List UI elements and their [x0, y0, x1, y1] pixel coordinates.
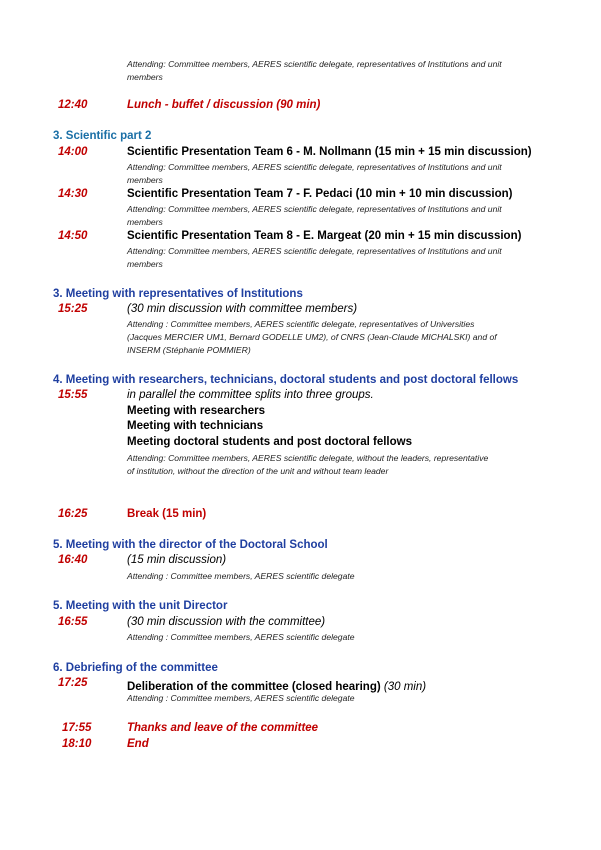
thanks-time: 17:55	[62, 722, 92, 734]
break-time: 16:25	[58, 508, 88, 520]
debrief-title: Deliberation of the committee (closed hearing)	[127, 681, 384, 693]
debrief-title-duration: (30 min)	[383, 681, 427, 693]
end-time: 18:10	[62, 738, 92, 750]
section-debrief-heading: 6. Debriefing of the committee	[53, 662, 218, 674]
researchers-time: 15:55	[58, 389, 88, 401]
team7-title: Scientific Presentation Team 7 - F. Pedaci (10 min + 10 min discussion)	[127, 188, 513, 200]
team7-time: 14:30	[58, 188, 88, 200]
doctoral-desc: (15 min discussion)	[127, 554, 227, 566]
doctoral-attending: Attending : Committee members, AERES scientific delegate	[127, 571, 355, 581]
section-doctoral-heading: 5. Meeting with the director of the Doctoral School	[53, 539, 328, 551]
doctoral-time: 16:40	[58, 554, 88, 566]
thanks-label: Thanks and leave of the committee	[127, 722, 319, 734]
group-doctoral-students: Meeting doctoral students and post doctoral fellows	[127, 436, 412, 448]
break-label: Break (15 min)	[127, 508, 207, 520]
institutions-desc: (30 min discussion with committee members)	[127, 303, 358, 315]
debrief-time: 17:25	[58, 677, 88, 689]
team8-title: Scientific Presentation Team 8 - E. Margeat (20 min + 15 min discussion)	[127, 230, 522, 242]
team6-attending: Attending: Committee members, AERES scientific delegate, representatives of Institutions and unit members	[127, 162, 502, 185]
institutions-time: 15:25	[58, 303, 88, 315]
end-label: End	[127, 738, 149, 750]
top-attending: Attending: Committee members, AERES scientific delegate, representatives of Institutions and unit members	[127, 59, 502, 82]
lunch-time: 12:40	[58, 99, 88, 111]
researchers-intro: in parallel the committee splits into three groups.	[127, 389, 374, 401]
group-researchers: Meeting with researchers	[127, 405, 266, 417]
team8-attending: Attending: Committee members, AERES scientific delegate, representatives of Institutions and unit members	[127, 246, 502, 269]
group-technicians: Meeting with technicians	[127, 420, 264, 432]
director-desc: (30 min discussion with the committee)	[127, 616, 326, 628]
team7-attending: Attending: Committee members, AERES scientific delegate, representatives of Institutions and unit members	[127, 204, 502, 227]
debrief-attending: Attending : Committee members, AERES scientific delegate	[127, 693, 355, 703]
team6-time: 14:00	[58, 146, 88, 158]
team8-time: 14:50	[58, 230, 88, 242]
director-attending: Attending : Committee members, AERES scientific delegate	[127, 632, 355, 642]
section-director-heading: 5. Meeting with the unit Director	[53, 600, 228, 612]
director-time: 16:55	[58, 616, 88, 628]
section-scientific-2-heading: 3. Scientific part 2	[53, 130, 152, 142]
section-institutions-heading: 3. Meeting with representatives of Institutions	[53, 288, 303, 300]
team6-title: Scientific Presentation Team 6 - M. Nollmann (15 min + 15 min discussion)	[127, 146, 532, 158]
researchers-attending: Attending: Committee members, AERES scientific delegate, without the leaders, representative of institution, without the direction of the unit and without team leader	[127, 453, 489, 476]
section-researchers-heading: 4. Meeting with researchers, technicians, doctoral students and post doctoral fellows	[53, 374, 519, 386]
lunch-label: Lunch - buffet / discussion (90 min)	[127, 99, 321, 111]
institutions-attending: Attending : Committee members, AERES scientific delegate, representatives of Universities (Jacques MERCIER UM1, Bernard GODELLE UM2), of CNRS (Jean-Claude MICHALSKI) and of INSERM (Stéphanie POMMIER)	[127, 319, 497, 355]
